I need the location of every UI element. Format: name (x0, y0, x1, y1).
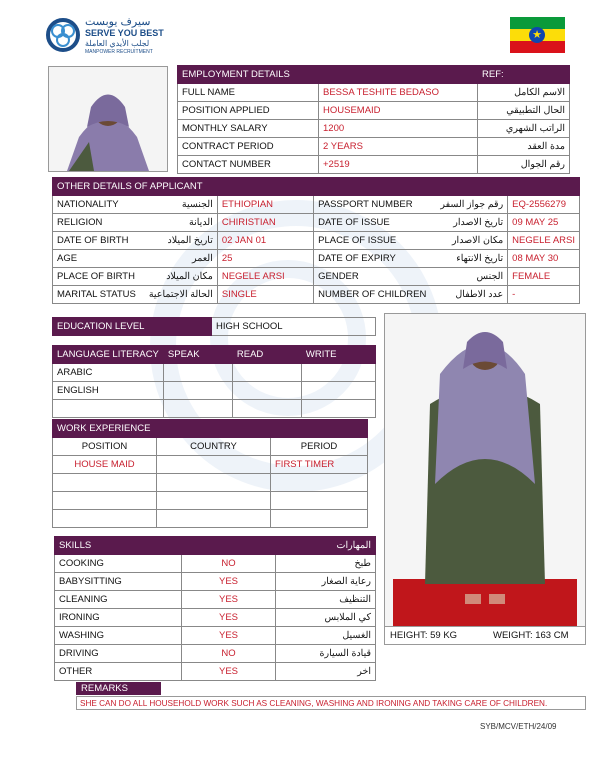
work-period: FIRST TIMER (271, 456, 368, 474)
col-period: PERIOD (271, 438, 368, 456)
contract-ar: مدة العقد (478, 138, 570, 156)
skill-name: DRIVING (55, 645, 182, 663)
gender-label: GENDER (314, 268, 431, 286)
skill-value: YES (182, 573, 276, 591)
birthplace-label: PLACE OF BIRTH (53, 268, 140, 286)
salary-label: MONTHLY SALARY (178, 120, 319, 138)
dob-label: DATE OF BIRTH (53, 232, 140, 250)
skill-ar: الغسيل (276, 627, 376, 645)
issue-place-label: PLACE OF ISSUE (314, 232, 431, 250)
skill-ar: كي الملابس (276, 609, 376, 627)
dob-ar: تاريخ الميلاد (140, 232, 218, 250)
gender-ar: الجنس (430, 268, 507, 286)
position-ar: الحال التطبيقي (478, 102, 570, 120)
full-name-value: BESSA TESHITE BEDASO (319, 84, 478, 102)
gender-value: FEMALE (508, 268, 580, 286)
lang-arabic: ARABIC (53, 364, 164, 382)
education-table (52, 317, 376, 336)
speak-header: SPEAK (163, 346, 232, 364)
skill-value: YES (182, 663, 276, 681)
table-row (55, 645, 376, 663)
table-row (55, 555, 376, 573)
skill-value: NO (182, 645, 276, 663)
table-row (53, 286, 580, 304)
skill-ar: اخر (276, 663, 376, 681)
skill-name: IRONING (55, 609, 182, 627)
issue-date-value: 09 MAY 25 (508, 214, 580, 232)
logo-arabic-sub: لجلب الأيدي العاملة (85, 39, 150, 48)
table-row (178, 156, 570, 174)
nationality-label: NATIONALITY (53, 196, 140, 214)
ethiopia-flag (510, 17, 565, 53)
marital-value: SINGLE (217, 286, 313, 304)
full-name-label: FULL NAME (178, 84, 319, 102)
remarks-text: SHE CAN DO ALL HOUSEHOLD WORK SUCH AS CLEANING, WASHING AND IRONING AND TAKING CARE OF CHILDREN. (76, 696, 586, 710)
table-row (55, 573, 376, 591)
contact-label: CONTACT NUMBER (178, 156, 319, 174)
expiry-ar: تاريخ الانتهاء (430, 250, 507, 268)
skill-ar: طبخ (276, 555, 376, 573)
table-row (53, 492, 368, 510)
children-label: NUMBER OF CHILDREN (314, 286, 431, 304)
marital-label: MARITAL STATUS (53, 286, 140, 304)
table-row (53, 510, 368, 528)
employment-details-table (177, 65, 570, 174)
children-value: - (508, 286, 580, 304)
footer-code: SYB/MCV/ETH/24/09 (480, 722, 557, 731)
position-value: HOUSEMAID (319, 102, 478, 120)
work-header: WORK EXPERIENCE (53, 420, 368, 438)
salary-ar: الراتب الشهري (478, 120, 570, 138)
language-table (52, 345, 376, 418)
skill-value: NO (182, 555, 276, 573)
dob-value: 02 JAN 01 (217, 232, 313, 250)
col-country: COUNTRY (157, 438, 271, 456)
nationality-ar: الجنسية (140, 196, 218, 214)
table-row (53, 232, 580, 250)
table-row (178, 138, 570, 156)
position-label: POSITION APPLIED (178, 102, 319, 120)
work-experience-table (52, 419, 368, 528)
table-row (178, 102, 570, 120)
education-label: EDUCATION LEVEL (53, 318, 212, 336)
skills-table (54, 536, 376, 681)
birthplace-ar: مكان الميلاد (140, 268, 218, 286)
logo-arabic: سيرف يوبست (85, 16, 151, 28)
table-row (53, 196, 580, 214)
table-row (53, 214, 580, 232)
passport-label: PASSPORT NUMBER (314, 196, 431, 214)
nationality-value: ETHIOPIAN (217, 196, 313, 214)
religion-ar: الديانة (140, 214, 218, 232)
religion-label: RELIGION (53, 214, 140, 232)
table-row (55, 609, 376, 627)
remarks-header: REMARKS (76, 682, 161, 695)
issue-place-value: NEGELE ARSI (508, 232, 580, 250)
ref-label: REF: (478, 66, 570, 84)
age-label: AGE (53, 250, 140, 268)
applicant-portrait (48, 66, 168, 172)
table-row (55, 627, 376, 645)
logo-english-sub: MANPOWER RECRUITMENT (85, 49, 153, 55)
contact-ar: رقم الجوال (478, 156, 570, 174)
flag-star-icon: ★ (529, 27, 545, 43)
logo-emblem-icon (45, 17, 81, 53)
skill-ar: رعاية الصغار (276, 573, 376, 591)
religion-value: CHIRISTIAN (217, 214, 313, 232)
skill-value: YES (182, 591, 276, 609)
employment-header: EMPLOYMENT DETAILS (178, 66, 478, 84)
table-row (178, 120, 570, 138)
birthplace-value: NEGELE ARSI (217, 268, 313, 286)
table-row (178, 84, 570, 102)
children-ar: عدد الاطفال (430, 286, 507, 304)
measures-row (385, 626, 585, 645)
expiry-label: DATE OF EXPIRY (314, 250, 431, 268)
skill-name: CLEANING (55, 591, 182, 609)
issue-date-ar: تاريخ الاصدار (430, 214, 507, 232)
work-country (157, 456, 271, 474)
table-row (53, 364, 376, 382)
other-details-header: OTHER DETAILS OF APPLICANT (53, 178, 580, 196)
skill-value: YES (182, 609, 276, 627)
age-ar: العمر (140, 250, 218, 268)
skill-name: BABYSITTING (55, 573, 182, 591)
logo-english: SERVE YOU BEST (85, 28, 164, 38)
language-header: LANGUAGE LITERACY (53, 346, 164, 364)
education-value: HIGH SCHOOL (212, 318, 376, 336)
lang-english: ENGLISH (53, 382, 164, 400)
table-row (53, 456, 368, 474)
skill-value: YES (182, 627, 276, 645)
full-name-ar: الاسم الكامل (478, 84, 570, 102)
col-position: POSITION (53, 438, 157, 456)
company-logo (45, 15, 175, 60)
skill-ar: قيادة السيارة (276, 645, 376, 663)
skill-name: COOKING (55, 555, 182, 573)
table-row (53, 250, 580, 268)
skill-name: WASHING (55, 627, 182, 645)
skill-name: OTHER (55, 663, 182, 681)
weight-text: WEIGHT: 163 CM (493, 630, 569, 641)
expiry-value: 08 MAY 30 (508, 250, 580, 268)
skills-header-ar: المهارات (276, 537, 376, 555)
table-row (55, 663, 376, 681)
issue-date-label: DATE OF ISSUE (314, 214, 431, 232)
contact-value: +2519 (319, 156, 478, 174)
skills-header: SKILLS (55, 537, 276, 555)
table-row (53, 268, 580, 286)
passport-ar: رقم جواز السفر (430, 196, 507, 214)
contract-value: 2 YEARS (319, 138, 478, 156)
table-row (53, 382, 376, 400)
issue-place-ar: مكان الاصدار (430, 232, 507, 250)
contract-label: CONTRACT PERIOD (178, 138, 319, 156)
marital-ar: الحالة الاجتماعية (140, 286, 218, 304)
work-position: HOUSE MAID (53, 456, 157, 474)
skill-ar: التنظيف (276, 591, 376, 609)
full-body-photo-frame (384, 313, 586, 645)
table-row (53, 400, 376, 418)
other-details-table (52, 177, 580, 304)
table-row (55, 591, 376, 609)
read-header: READ (232, 346, 301, 364)
passport-value: EQ-2556279 (508, 196, 580, 214)
age-value: 25 (217, 250, 313, 268)
salary-value: 1200 (319, 120, 478, 138)
write-header: WRITE (301, 346, 375, 364)
full-body-photo (385, 314, 585, 626)
height-text: HEIGHT: 59 KG (390, 630, 458, 641)
table-row (53, 474, 368, 492)
